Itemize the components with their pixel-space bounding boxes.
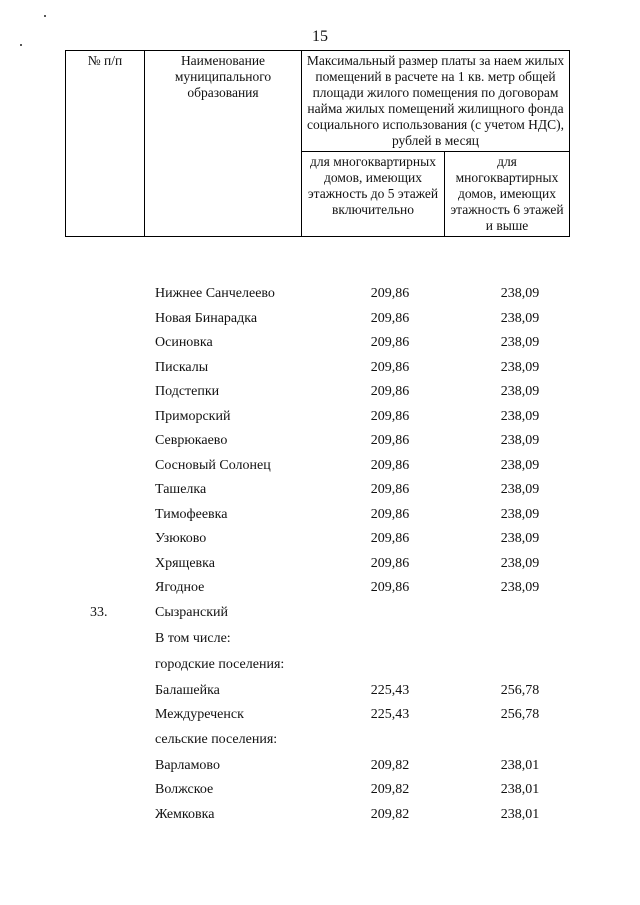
row-value-up-to-5-floors: 209,86: [370, 359, 410, 375]
row-value-6-floors-and-more: 238,09: [500, 531, 540, 546]
row-name: городские поселения:: [155, 656, 285, 672]
table-row: [0, 456, 640, 481]
row-name: Ташелка: [155, 482, 207, 497]
scan-speck: [44, 15, 46, 17]
row-value-6-floors-and-more: 238,09: [500, 482, 540, 497]
row-name: Варламово: [155, 757, 220, 773]
row-name: Тимофеевка: [155, 506, 228, 522]
row-value-6-floors-and-more: 238,09: [500, 310, 540, 326]
row-value-6-floors-and-more: 238,01: [500, 782, 540, 797]
table-row: [0, 780, 640, 805]
table-row: [0, 382, 640, 407]
row-value-up-to-5-floors: 225,43: [370, 682, 410, 698]
table-row: [0, 333, 640, 358]
header-col-price: Максимальный размер платы за наем жилых помещений в расчете на 1 кв. метр общей площади жилого помещения по договорам найма жилых помещений жилищного фонда социального использования (с учетом НДС), рублей в месяц: [302, 51, 570, 152]
row-value-6-floors-and-more: 256,78: [500, 707, 540, 722]
row-value-6-floors-and-more: 238,09: [500, 580, 540, 595]
row-name: Балашейка: [155, 682, 220, 698]
row-value-up-to-5-floors: 209,82: [370, 782, 410, 797]
row-number: 33.: [90, 604, 108, 620]
page-number: 15: [312, 28, 328, 45]
row-value-6-floors-and-more: 238,01: [500, 806, 540, 822]
row-name: Узюково: [155, 531, 207, 546]
row-value-6-floors-and-more: 256,78: [500, 682, 540, 698]
table-row: [0, 431, 640, 456]
row-value-6-floors-and-more: 238,09: [500, 286, 540, 301]
table-row: [0, 681, 640, 706]
row-value-6-floors-and-more: 238,09: [500, 384, 540, 399]
row-name: Ягодное: [155, 580, 205, 595]
row-name: В том числе:: [155, 630, 231, 646]
row-value-6-floors-and-more: 238,09: [500, 457, 540, 473]
table-row: [0, 309, 640, 334]
row-value-up-to-5-floors: 209,86: [370, 286, 410, 301]
row-name: Осиновка: [155, 335, 213, 350]
table-row: [0, 805, 640, 830]
table-row: [0, 756, 640, 781]
table-row: [0, 529, 640, 554]
table-row: [0, 505, 640, 530]
row-value-up-to-5-floors: 209,86: [370, 433, 410, 448]
table-row: [0, 578, 640, 603]
row-name: Сосновый Солонец: [155, 457, 271, 473]
row-name: Новая Бинарадка: [155, 310, 258, 326]
row-value-up-to-5-floors: 209,82: [370, 757, 410, 773]
header-col-number: № п/п: [66, 51, 145, 237]
table-row: [0, 554, 640, 579]
row-name: Подстепки: [155, 384, 220, 399]
table-header: [65, 50, 570, 237]
table-row: [0, 358, 640, 383]
row-name: Севрюкаево: [155, 433, 228, 448]
row-value-6-floors-and-more: 238,09: [500, 506, 540, 522]
row-name: Сызранский: [155, 604, 228, 620]
row-name: Волжское: [155, 782, 214, 797]
row-name: Нижнее Санчелеево: [155, 286, 275, 301]
row-value-up-to-5-floors: 209,86: [370, 457, 410, 473]
header-subcol-6-floors-and-more: для многоквартирных домов, имеющих этажность 6 этажей и выше: [445, 152, 570, 237]
row-value-up-to-5-floors: 225,43: [370, 707, 410, 722]
row-value-6-floors-and-more: 238,09: [500, 335, 540, 350]
row-value-up-to-5-floors: 209,82: [370, 806, 410, 822]
row-value-up-to-5-floors: 209,86: [370, 310, 410, 326]
row-value-up-to-5-floors: 209,86: [370, 531, 410, 546]
table-body: [0, 284, 640, 829]
row-value-up-to-5-floors: 209,86: [370, 555, 410, 571]
table-row: [0, 705, 640, 730]
row-value-up-to-5-floors: 209,86: [370, 580, 410, 595]
row-name: Хрящевка: [155, 555, 215, 571]
row-value-6-floors-and-more: 238,09: [500, 408, 540, 424]
row-value-6-floors-and-more: 238,09: [500, 359, 540, 375]
table-row: [0, 480, 640, 505]
table-row: [0, 629, 640, 655]
row-name: Пискалы: [155, 359, 209, 375]
row-name: Приморский: [155, 408, 231, 424]
row-value-up-to-5-floors: 209,86: [370, 384, 410, 399]
row-value-up-to-5-floors: 209,86: [370, 506, 410, 522]
header-subcol-up-to-5-floors: для многоквартирных домов, имеющих этажность до 5 этажей включительно: [302, 152, 445, 237]
table-row: [0, 407, 640, 432]
header-col-name: Наименование муниципального образования: [145, 51, 302, 237]
row-value-6-floors-and-more: 238,09: [500, 433, 540, 448]
row-name: Жемковка: [155, 806, 215, 822]
row-value-up-to-5-floors: 209,86: [370, 335, 410, 350]
row-name: сельские поселения:: [155, 731, 278, 747]
row-value-6-floors-and-more: 238,01: [500, 757, 540, 773]
table-row: [0, 655, 640, 681]
row-name: Междуреченск: [155, 707, 244, 722]
table-row: [0, 730, 640, 756]
table-row: [0, 284, 640, 309]
row-value-6-floors-and-more: 238,09: [500, 555, 540, 571]
row-value-up-to-5-floors: 209,86: [370, 482, 410, 497]
table-row: [0, 603, 640, 629]
row-value-up-to-5-floors: 209,86: [370, 408, 410, 424]
